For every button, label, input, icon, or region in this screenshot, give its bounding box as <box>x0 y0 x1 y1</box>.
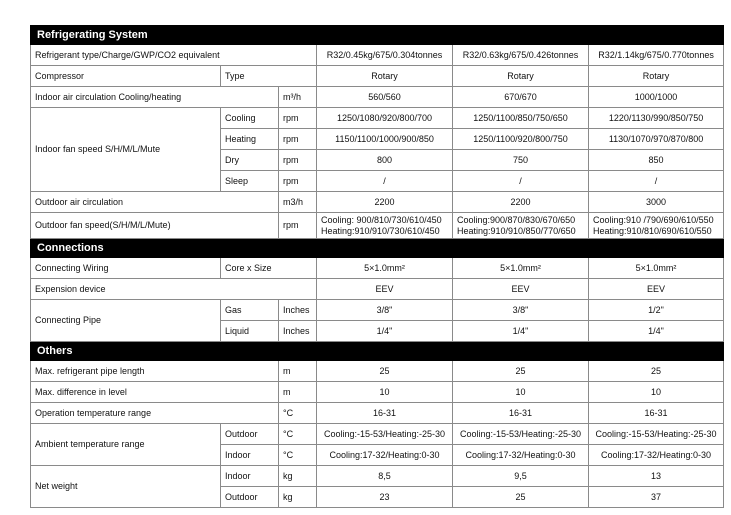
value-cell: 8,5 <box>317 466 453 487</box>
value-cell: Cooling:-15-53/Heating:-25-30 <box>317 424 453 445</box>
section-title: Others <box>31 342 724 361</box>
unit-cell: °C <box>279 403 317 424</box>
section-title: Connections <box>31 239 724 258</box>
value-cell: Cooling:17-32/Heating:0-30 <box>453 445 589 466</box>
value-cell: 25 <box>453 487 589 508</box>
value-cell: Rotary <box>589 66 724 87</box>
value-cell: EEV <box>589 279 724 300</box>
value-cell: 1250/1080/920/800/700 <box>317 108 453 129</box>
value-cell <box>453 213 589 239</box>
value-cell: 25 <box>317 361 453 382</box>
section-title: Refrigerating System <box>31 26 724 45</box>
row-label: Max. refrigerant pipe length <box>31 361 279 382</box>
table-row <box>31 382 724 403</box>
unit-cell: rpm <box>279 129 317 150</box>
value-cell: 3000 <box>589 192 724 213</box>
table-row <box>31 403 724 424</box>
sub-label: Sleep <box>221 171 279 192</box>
sub-label: Outdoor <box>221 487 279 508</box>
unit-cell: m <box>279 382 317 403</box>
cooling-speeds: Cooling:910 /790/690/610/550 <box>593 215 714 226</box>
section-header-refrigerating <box>31 26 724 45</box>
heating-speeds: Heating:910/910/730/610/450 <box>321 225 440 236</box>
value-cell: 1150/1100/1000/900/850 <box>317 129 453 150</box>
heating-speeds: Heating:910/810/690/610/550 <box>593 225 712 236</box>
value-cell: 5×1.0mm² <box>453 258 589 279</box>
value-cell: 800 <box>317 150 453 171</box>
heating-speeds: Heating:910/910/850/770/650 <box>457 225 576 236</box>
unit-cell: m3/h <box>279 192 317 213</box>
table-row <box>31 66 724 87</box>
sub-label: Core x Size <box>221 258 317 279</box>
value-cell: 3/8" <box>453 300 589 321</box>
value-cell: 850 <box>589 150 724 171</box>
value-cell: 16-31 <box>453 403 589 424</box>
table-row <box>31 361 724 382</box>
unit-cell: kg <box>279 487 317 508</box>
unit-cell: Inches <box>279 321 317 342</box>
value-cell: 1/2" <box>589 300 724 321</box>
table-row <box>31 466 724 487</box>
value-cell: 25 <box>453 361 589 382</box>
value-cell: 9,5 <box>453 466 589 487</box>
row-label: Compressor <box>31 66 221 87</box>
value-cell: Cooling:-15-53/Heating:-25-30 <box>589 424 724 445</box>
sub-label: Cooling <box>221 108 279 129</box>
sub-label: Type <box>221 66 317 87</box>
value-cell: 10 <box>453 382 589 403</box>
row-label: Connecting Wiring <box>31 258 221 279</box>
value-cell <box>589 213 724 239</box>
value-cell: 5×1.0mm² <box>317 258 453 279</box>
row-label: Net weight <box>31 466 221 508</box>
unit-cell: m <box>279 361 317 382</box>
value-cell: Cooling:-15-53/Heating:-25-30 <box>453 424 589 445</box>
value-cell: 1/4" <box>317 321 453 342</box>
spec-table <box>30 25 724 508</box>
table-row <box>31 213 724 239</box>
table-row <box>31 108 724 129</box>
value-cell: Rotary <box>317 66 453 87</box>
value-cell: 13 <box>589 466 724 487</box>
table-row <box>31 424 724 445</box>
unit-cell: kg <box>279 466 317 487</box>
value-cell: 10 <box>589 382 724 403</box>
sub-label: Heating <box>221 129 279 150</box>
value-cell: 1250/1100/850/750/650 <box>453 108 589 129</box>
table-row <box>31 300 724 321</box>
unit-cell: rpm <box>279 171 317 192</box>
unit-cell: rpm <box>279 108 317 129</box>
sub-label: Liquid <box>221 321 279 342</box>
value-cell: R32/1.14kg/675/0.770tonnes <box>589 45 724 66</box>
sub-label: Gas <box>221 300 279 321</box>
sub-label: Indoor <box>221 466 279 487</box>
unit-cell: rpm <box>279 213 317 239</box>
value-cell: 2200 <box>453 192 589 213</box>
value-cell: 2200 <box>317 192 453 213</box>
value-cell: 16-31 <box>589 403 724 424</box>
value-cell: 750 <box>453 150 589 171</box>
value-cell: 1130/1070/970/870/800 <box>589 129 724 150</box>
value-cell: 10 <box>317 382 453 403</box>
value-cell: R32/0.63kg/675/0.426tonnes <box>453 45 589 66</box>
value-cell <box>317 213 453 239</box>
sub-label: Outdoor <box>221 424 279 445</box>
section-header-connections <box>31 239 724 258</box>
value-cell: 1220/1130/990/850/750 <box>589 108 724 129</box>
value-cell: 16-31 <box>317 403 453 424</box>
value-cell: 25 <box>589 361 724 382</box>
unit-cell: m³/h <box>279 87 317 108</box>
value-cell: 1000/1000 <box>589 87 724 108</box>
row-label: Indoor fan speed S/H/M/L/Mute <box>31 108 221 192</box>
row-label: Outdoor air circulation <box>31 192 279 213</box>
table-row <box>31 45 724 66</box>
unit-cell: rpm <box>279 150 317 171</box>
sub-label: Indoor <box>221 445 279 466</box>
section-header-others <box>31 342 724 361</box>
value-cell: 5×1.0mm² <box>589 258 724 279</box>
table-row <box>31 87 724 108</box>
value-cell: EEV <box>317 279 453 300</box>
unit-cell: °C <box>279 445 317 466</box>
row-label: Operation temperature range <box>31 403 279 424</box>
row-label: Max. difference in level <box>31 382 279 403</box>
unit-cell: °C <box>279 424 317 445</box>
row-label: Ambient temperature range <box>31 424 221 466</box>
sub-label: Dry <box>221 150 279 171</box>
cooling-speeds: Cooling:900/870/830/670/650 <box>457 215 576 226</box>
value-cell: 3/8" <box>317 300 453 321</box>
table-row <box>31 258 724 279</box>
row-label: Outdoor fan speed(S/H/M/L/Mute) <box>31 213 279 239</box>
value-cell: 670/670 <box>453 87 589 108</box>
value-cell: 1/4" <box>453 321 589 342</box>
row-label: Indoor air circulation Cooling/heating <box>31 87 279 108</box>
value-cell: 1/4" <box>589 321 724 342</box>
value-cell: / <box>589 171 724 192</box>
table-row <box>31 192 724 213</box>
value-cell: 1250/1100/920/800/750 <box>453 129 589 150</box>
value-cell: R32/0.45kg/675/0.304tonnes <box>317 45 453 66</box>
unit-cell: Inches <box>279 300 317 321</box>
value-cell: / <box>453 171 589 192</box>
value-cell: EEV <box>453 279 589 300</box>
value-cell: / <box>317 171 453 192</box>
row-label: Refrigerant type/Charge/GWP/CO2 equivalent <box>31 45 317 66</box>
value-cell: 23 <box>317 487 453 508</box>
table-row <box>31 279 724 300</box>
row-label: Connecting Pipe <box>31 300 221 342</box>
cooling-speeds: Cooling: 900/810/730/610/450 <box>321 215 442 226</box>
value-cell: Cooling:17-32/Heating:0-30 <box>589 445 724 466</box>
value-cell: Cooling:17-32/Heating:0-30 <box>317 445 453 466</box>
value-cell: Rotary <box>453 66 589 87</box>
value-cell: 37 <box>589 487 724 508</box>
row-label: Expension device <box>31 279 317 300</box>
value-cell: 560/560 <box>317 87 453 108</box>
